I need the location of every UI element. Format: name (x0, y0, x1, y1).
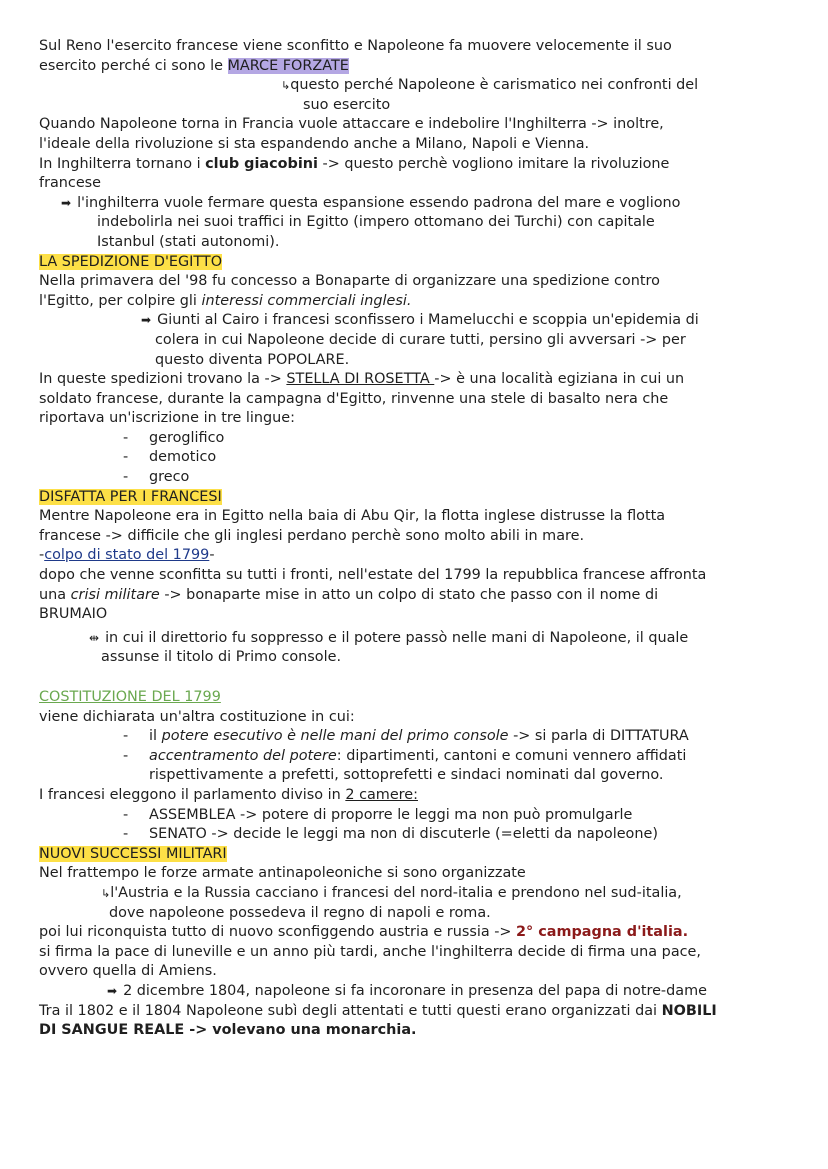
arrow-line: indebolirla nei suoi traffici in Egitto (impero ottomano dei Turchi) con capitale (97, 214, 655, 231)
section-heading-disfatta: DISFATTA PER I FRANCESI (39, 488, 222, 505)
list-item: - accentramento del potere: dipartimenti, cantoni e comuni vennero affidati (123, 747, 687, 764)
arrow-line: Istanbul (stati autonomi). (97, 233, 280, 250)
list-item: - demotico (123, 449, 217, 466)
section-heading-costituzione: COSTITUZIONE DEL 1799 (39, 689, 221, 705)
text-line: Tra il 1802 e il 1804 Napoleone subì degli attentati e tutti questi erano organizzati dai NOBILI (39, 1002, 717, 1019)
text-line: l'ideale della rivoluzione si sta espandendo anche a Milano, Napoli e Vienna. (39, 135, 590, 152)
text-line: Mentre Napoleone era in Egitto nella baia di Abu Qir, la flotta inglese distrusse la flotta (39, 508, 666, 525)
right-arrow-icon: ➡ (61, 195, 72, 210)
return-arrow-icon: ↳ (281, 79, 291, 93)
arrow-line: ⇹ in cui il direttorio fu soppresso e il potere passò nelle mani di Napoleone, il quale (39, 629, 791, 649)
notes-page (39, 37, 791, 1041)
text-line: In queste spedizioni trovano la -> STELLA DI ROSETTA -> è una località egiziana in cui un (39, 371, 685, 388)
list-item: - SENATO -> decide le leggi ma non di discuterle (=eletti da napoleone) (123, 826, 658, 843)
note-line: dove napoleone possedeva il regno di napoli e roma. (109, 904, 491, 921)
list-item: - il potere esecutivo è nelle mani del primo console -> si parla di DITTATURA (123, 728, 689, 745)
section-heading-egitto: LA SPEDIZIONE D'EGITTO (39, 253, 223, 270)
arrow-line: ➡ 2 dicembre 1804, napoleone si fa incoronare in presenza del papa di notre-dame (39, 982, 791, 1002)
list-item: - ASSEMBLEA -> potere di proporre le leggi ma non può promulgarle (123, 806, 633, 823)
text-line: Quando Napoleone torna in Francia vuole attaccare e indebolire l'Inghilterra -> inoltre, (39, 116, 664, 133)
subheading-colpo-di-stato: -colpo di stato del 1799- (39, 547, 215, 564)
text-line: dopo che venne sconfitta su tutti i fronti, nell'estate del 1799 la repubblica francese affronta (39, 567, 707, 584)
return-arrow-icon: ↳ (101, 886, 111, 900)
list-item: - greco (123, 469, 190, 486)
right-arrow-icon: ➡ (141, 313, 152, 328)
colpo-di-stato-link[interactable]: colpo di stato del 1799 (44, 547, 210, 564)
arrow-line: questo diventa POPOLARE. (155, 351, 350, 368)
text-line: Sul Reno l'esercito francese viene sconfitto e Napoleone fa muovere velocemente il suo (39, 38, 672, 54)
text-line: I francesi eleggono il parlamento diviso in 2 camere: (39, 786, 418, 803)
text-line: ovvero quella di Amiens. (39, 963, 217, 980)
text-line: In Inghilterra tornano i club giacobini -> questo perchè vogliono imitare la rivoluzione (39, 155, 670, 172)
arrow-line: ➡ Giunti al Cairo i francesi sconfissero i Mamelucchi e scoppia un'epidemia di (39, 311, 791, 331)
section-heading-successi: NUOVI SUCCESSI MILITARI (39, 845, 227, 862)
arrow-line: assunse il titolo di Primo console. (101, 649, 342, 666)
text-line: riportava un'iscrizione in tre lingue: (39, 410, 296, 427)
text-line: l'Egitto, per colpire gli interessi commerciali inglesi. (39, 292, 412, 309)
text-line: Nella primavera del '98 fu concesso a Bonaparte di organizzare una spedizione contro (39, 273, 660, 290)
highlight-marce-forzate: MARCE FORZATE (227, 57, 349, 74)
text-line: si firma la pace di luneville e un anno più tardi, anche l'inghilterra decide di firma una pace, (39, 943, 701, 960)
text-line: francese (39, 175, 102, 192)
text-line: francese -> difficile che gli inglesi perdano perchè sono molto abili in mare. (39, 527, 585, 544)
text-line: Nel frattempo le forze armate antinapoleoniche si sono organizzate (39, 865, 526, 882)
list-item: - geroglifico (123, 429, 225, 446)
double-arrow-icon: ⇹ (89, 630, 100, 645)
note-line: ↳questo perché Napoleone è carismatico nei confronti del (281, 77, 699, 94)
arrow-line: colera in cui Napoleone decide di curare tutti, persino gli avversari -> per (155, 331, 686, 348)
right-arrow-icon: ➡ (107, 983, 118, 998)
text-line: esercito perché ci sono le MARCE FORZATE (39, 57, 349, 74)
text-line: BRUMAIO (39, 606, 108, 623)
text-line: viene dichiarata un'altra costituzione in cui: (39, 708, 355, 725)
stella-di-rosetta: STELLA DI ROSETTA (286, 371, 435, 388)
note-line: ↳l'Austria e la Russia cacciano i francesi del nord-italia e prendono nel sud-italia, (101, 884, 682, 901)
text-line: soldato francese, durante la campagna d'Egitto, rinvenne una stele di basalto nera che (39, 390, 669, 407)
arrow-line: ➡ l'inghilterra vuole fermare questa espansione essendo padrona del mare e vogliono (39, 194, 791, 214)
text-line: una crisi militare -> bonaparte mise in atto un colpo di stato che passo con il nome di (39, 586, 659, 603)
text-line: poi lui riconquista tutto di nuovo sconfiggendo austria e russia -> 2° campagna d'italia. (39, 924, 689, 941)
list-item-cont: rispettivamente a prefetti, sottoprefetti e sindaci nominati dal governo. (149, 767, 664, 784)
text-line: DI SANGUE REALE -> volevano una monarchia. (39, 1022, 417, 1039)
note-line: suo esercito (303, 96, 391, 113)
